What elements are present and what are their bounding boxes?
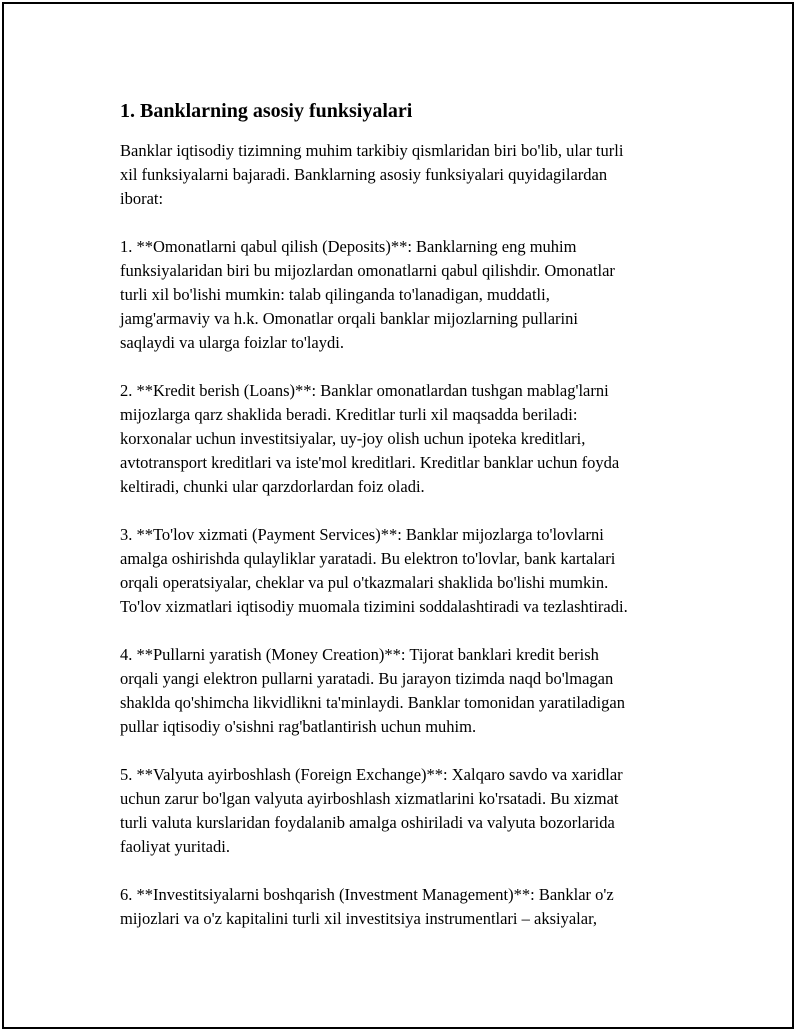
document-body <box>120 98 700 955</box>
section-heading: 1. Banklarning asosiy funksiyalari <box>120 100 413 122</box>
payment-services-paragraph <box>120 523 700 619</box>
text-line: shaklda qo'shimcha likvidlikni ta'minlaydi. Banklar tomonidan yaratiladigan <box>120 693 625 712</box>
text-line: faoliyat yuritadi. <box>120 837 230 856</box>
text-line: orqali operatsiyalar, cheklar va pul o'tkazmalari shaklida bo'lishi mumkin. <box>120 573 609 592</box>
text-line: 3. **To'lov xizmati (Payment Services)**: Banklar mijozlarga to'lovlarni <box>120 525 604 544</box>
deposits-paragraph <box>120 235 700 355</box>
investment-management-paragraph <box>120 883 700 931</box>
text-line: jamg'armaviy va h.k. Omonatlar orqali banklar mijozlarning pullarini <box>120 309 578 328</box>
text-line: xil funksiyalarni bajaradi. Banklarning asosiy funksiyalari quyidagilardan <box>120 165 608 184</box>
text-line: turli valuta kurslaridan foydalanib amalga oshiriladi va valyuta bozorlarida <box>120 813 615 832</box>
text-line: 4. **Pullarni yaratish (Money Creation)**: Tijorat banklari kredit berish <box>120 645 599 664</box>
text-line: avtotransport kreditlari va iste'mol kreditlari. Kreditlar banklar uchun foyda <box>120 453 620 472</box>
text-line: mijozlarga qarz shaklida beradi. Kreditlar turli xil maqsadda beriladi: <box>120 405 578 424</box>
text-line: amalga oshirishda qulayliklar yaratadi. Bu elektron to'lovlar, bank kartalari <box>120 549 616 568</box>
text-line: turli xil bo'lishi mumkin: talab qilinganda to'lanadigan, muddatli, <box>120 285 550 304</box>
text-line: 1. **Omonatlarni qabul qilish (Deposits)**: Banklarning eng muhim <box>120 237 577 256</box>
text-line: korxonalar uchun investitsiyalar, uy-joy olish uchun ipoteka kreditlari, <box>120 429 586 448</box>
text-line: saqlaydi va ularga foizlar to'laydi. <box>120 333 344 352</box>
text-line: To'lov xizmatlari iqtisodiy muomala tizimini soddalashtiradi va tezlashtiradi. <box>120 597 628 616</box>
text-line: funksiyalaridan biri bu mijozlardan omonatlarni qabul qilishdir. Omonatlar <box>120 261 615 280</box>
text-line: pullar iqtisodiy o'sishni rag'batlantirish uchun muhim. <box>120 717 477 736</box>
text-line: 5. **Valyuta ayirboshlash (Foreign Exchange)**: Xalqaro savdo va xaridlar <box>120 765 623 784</box>
text-line: 2. **Kredit berish (Loans)**: Banklar omonatlardan tushgan mablag'larni <box>120 381 609 400</box>
foreign-exchange-paragraph <box>120 763 700 859</box>
document-page <box>2 2 794 1029</box>
money-creation-paragraph <box>120 643 700 739</box>
text-line: Banklar iqtisodiy tizimning muhim tarkibiy qismlaridan biri bo'lib, ular turli <box>120 141 624 160</box>
text-line: keltiradi, chunki ular qarzdorlardan foiz oladi. <box>120 477 425 496</box>
text-line: iborat: <box>120 189 164 208</box>
text-line: 6. **Investitsiyalarni boshqarish (Investment Management)**: Banklar o'z <box>120 885 614 904</box>
loans-paragraph <box>120 379 700 499</box>
text-line: orqali yangi elektron pullarni yaratadi. Bu jarayon tizimda naqd bo'lmagan <box>120 669 614 688</box>
text-line: mijozlari va o'z kapitalini turli xil investitsiya instrumentlari – aksiyalar, <box>120 909 598 928</box>
text-line: uchun zarur bo'lgan valyuta ayirboshlash xizmatlarini ko'rsatadi. Bu xizmat <box>120 789 619 808</box>
intro-paragraph <box>120 139 700 211</box>
